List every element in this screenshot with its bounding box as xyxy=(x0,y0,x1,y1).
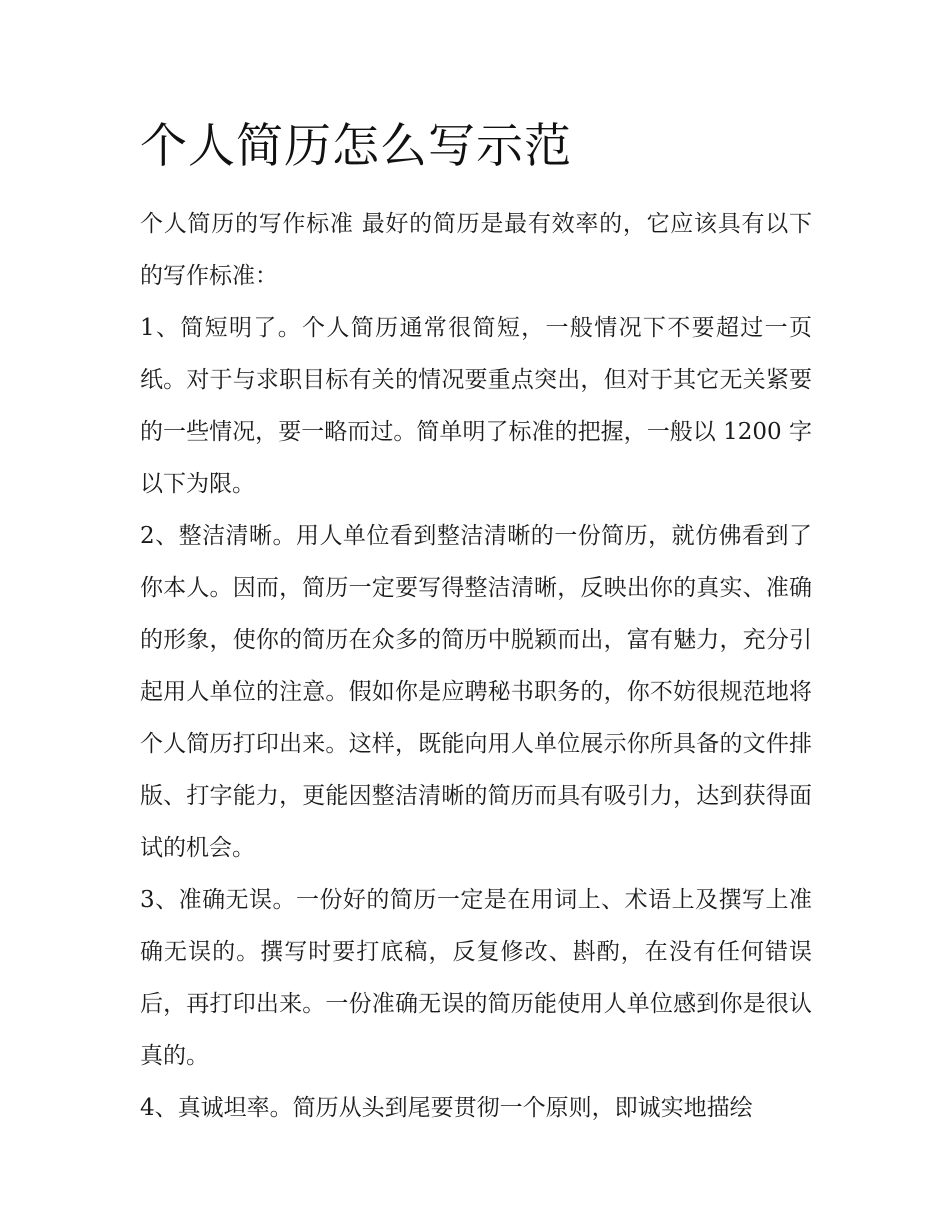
point-4-paragraph: 4、真诚坦率。简历从头到尾要贯彻一个原则，即诚实地描绘 xyxy=(140,1095,753,1121)
point-2-paragraph: 2、整洁清晰。用人单位看到整洁清晰的一份简历，就仿佛看到了你本人。因而，简历一定要写得整洁清晰，反映出你的真实、准确的形象，使你的简历在众多的简历中脱颖而出，富有魅力，充分引起用人单位的注意。假如你是应聘秘书职务的，你不妨很规范地将个人简历打印出来。这样，既能向用人单位展示你所具备的文件排版、打字能力，更能因整洁清晰的简历而具有吸引力，达到获得面试的机会。 xyxy=(140,523,812,861)
point-1-paragraph: 1、简短明了。个人简历通常很简短，一般情况下不要超过一页纸。对于与求职目标有关的情况要重点突出，但对于其它无关紧要的一些情况，要一略而过。简单明了标准的把握，一般以 1200 字以下为限。 xyxy=(140,315,812,497)
point-3-paragraph: 3、准确无误。一份好的简历一定是在用词上、术语上及撰写上准确无误的。撰写时要打底稿，反复修改、斟酌，在没有任何错误后，再打印出来。一份准确无误的简历能使用人单位感到你是很认真的。 xyxy=(140,887,812,1069)
document-body xyxy=(140,112,812,1134)
intro-paragraph: 个人简历的写作标准 最好的简历是最有效率的，它应该具有以下的写作标准： xyxy=(140,211,812,289)
document-title: 个人简历怎么写示范 xyxy=(140,119,572,174)
